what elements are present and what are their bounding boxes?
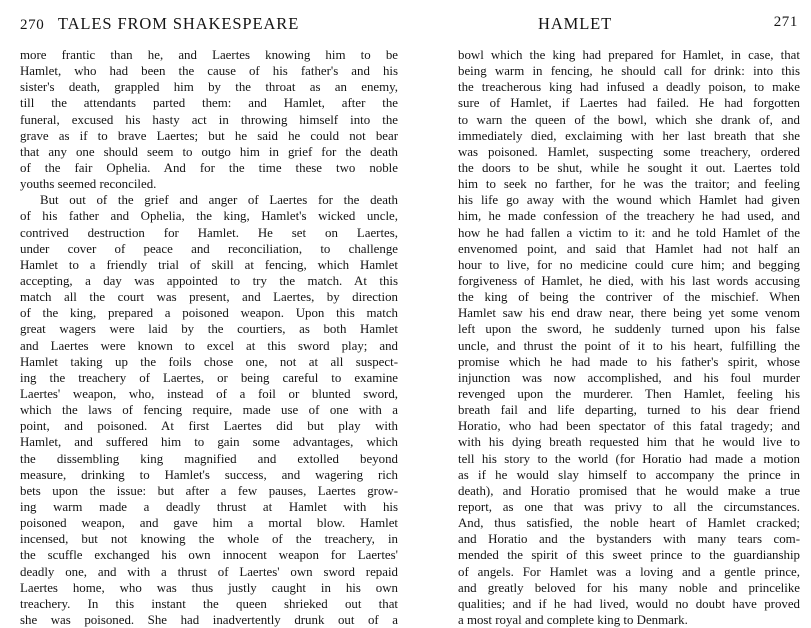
text-line: of the fair Ophelia. And for the time these two noble [20,160,398,175]
text-line: immediately died, exclaiming with her last breath that she [458,128,800,143]
text-line: uncle, and thrust the point of it to his heart, fulfilling the [458,338,800,353]
text-line: Laertes' weapon, who, instead of a foil or blunted sword, [20,386,398,401]
text-line: left upon the sword, he suddenly turned upon his false [458,322,800,337]
text-line: And, thus satisfied, the noble heart of Hamlet cracked; [458,516,800,531]
text-line: with his dying breath requested him that he would live to [458,435,800,450]
text-line: Laertes home, who was thus justly caught in his own [20,580,398,595]
text-line: match all the court was present, and Laertes, by direction [20,290,398,305]
text-line: the dissembling king magnified and extolled beyond [20,451,398,466]
text-line: ing the treachery of Laertes, or being careful to examine [20,370,398,385]
text-line: contrived destruction for Hamlet. He set on Laertes, [20,225,398,240]
right-page-number: 271 [773,14,798,30]
text-line: Hamlet, and suffered him to gain some advantages, which [20,435,398,450]
left-page-number: 270 [20,17,45,33]
text-line: she was poisoned. She had inadvertently drunk out of a [20,612,398,627]
text-line: grave as if to brave Laertes; but he said he could not bear [20,128,398,143]
text-line: forgiveness of Hamlet, he died, with his last words accusing [458,273,800,288]
text-line: incensed, but not knowing the whole of the treachery, in [20,532,398,547]
text-line: report, as one that was privy to all the circumstances. [458,499,800,514]
text-line: him, he made confession of the treachery he had used, and [458,209,800,224]
left-page-header [20,14,299,38]
right-page-text [458,47,800,628]
text-line: and Horatio and the bystanders with many tears com- [458,532,800,547]
left-running-head: TALES FROM SHAKESPEARE [57,14,300,33]
text-line: till the attendants parted them: and Hamlet, after the [20,96,398,111]
text-line: was poisoned. Hamlet, suspecting some treachery, ordered [458,144,800,159]
text-line: Hamlet saw his end draw near, there being yet some venom [458,306,800,321]
right-running-head: HAMLET [538,14,613,33]
text-line: and greatly beloved for his many noble and princelike [458,580,800,595]
text-line: poisoned weapon, and gave him a mortal blow. Hamlet [20,516,398,531]
text-line: the king of being the contriver of the mischief. When [458,290,800,305]
text-line: youths seemed reconciled. [20,177,157,192]
text-line: how he had fallen a victim to it: and he told Hamlet of the [458,225,800,240]
text-line: that any one should seem to outgo him in grief for the death [20,144,398,159]
left-page [0,0,405,627]
text-line: qualities; and if he had lived, would no doubt have proved [458,596,800,611]
text-line: a most royal and complete king to Denmark. [458,612,688,627]
text-line: ing warm made a deadly thrust at Hamlet with his [20,499,398,514]
text-line: deadly one, and with a thrust of Laertes' own sword repaid [20,564,398,579]
text-line: promise which he had made to his father's spirit, whose [458,354,800,369]
text-line: more frantic than he, and Laertes knowing him to be [20,48,398,62]
text-line: mended the spirit of this sweet prince to the guardianship [458,548,800,563]
text-line: revenged upon the murderer. Then Hamlet, feeling his [458,386,800,401]
right-page [405,0,811,627]
text-line: Hamlet taking up the foils chose one, not at all suspect- [20,354,398,369]
text-line: him to seek no farther, for he was the traitor; and feeling [458,177,800,192]
text-line: as if he would slay himself to accompany the prince in [458,467,800,482]
text-line: accepting, a day was appointed to try the match. At this [20,273,398,288]
text-line: sister's death, grappled him by the throat as an enemy, [20,80,398,95]
text-line: measure, drinking to Hamlet's success, and wagering rich [20,467,398,482]
text-line: the scuffle exchanged his own innocent weapon for Laertes' [20,548,398,563]
text-line: bowl which the king had prepared for Hamlet, in case, that [458,48,800,62]
text-line: which the laws of fencing require, made use of one with a [20,403,398,418]
text-line: his life go away with the wound which Hamlet had given [458,193,800,208]
text-line: envenomed point, and said that Hamlet had not half an [458,241,800,256]
text-line: of angels. For Hamlet was a loving and a gentle prince, [458,564,800,579]
text-line: funeral, excused his hasty act in throwing himself into the [20,112,398,127]
text-line: to warn the queen of the bowl, which she drank of, and [458,112,800,127]
left-page-text [20,47,398,628]
text-line: breath fail and life departing, turned to his dear friend [458,403,800,418]
text-line: hour to live, for no medicine could cure him; and begging [458,257,800,272]
text-line: being warm in fencing, he should call for drink: into this [458,64,800,79]
text-line: sure of Hamlet, if Laertes had failed. He had forgotten [458,96,800,111]
text-line: tell his story to the world (for Horatio had made a motion [458,451,800,466]
text-line: injunction was now accomplished, and his foul murder [458,370,800,385]
text-line: of the king, prepared a poisoned weapon. Upon this match [20,306,398,321]
text-line: death), and Horatio promised that he would make a true [458,483,800,498]
text-line: treachery. In this instant the queen shrieked out that [20,596,398,611]
text-line: great wagers were laid by the courtiers, as both Hamlet [20,322,398,337]
text-line: under cover of peace and reconciliation, to challenge [20,241,398,256]
text-line: the doors to be shut, while he sought it out. Laertes told [458,160,800,175]
right-page-header [538,14,798,38]
text-line: of his father and Ophelia, the king, Hamlet's wicked uncle, [20,209,398,224]
text-line: and Laertes were known to excel at this sword play; and [20,338,398,353]
text-line: But out of the grief and anger of Laertes for the death [40,193,398,208]
text-line: Hamlet to a friendly trial of skill at fencing, which Hamlet [20,257,398,272]
text-line: bets upon the issue: but after a few pauses, Laertes grow- [20,483,398,498]
text-line: the treacherous king had infused a deadly poison, to make [458,80,800,95]
text-line: point, and poisoned. At first Laertes did but play with [20,419,398,434]
text-line: Horatio, who had been spectator of this fatal tragedy; and [458,419,800,434]
text-line: Hamlet, who had been the cause of his father's and his [20,64,398,79]
